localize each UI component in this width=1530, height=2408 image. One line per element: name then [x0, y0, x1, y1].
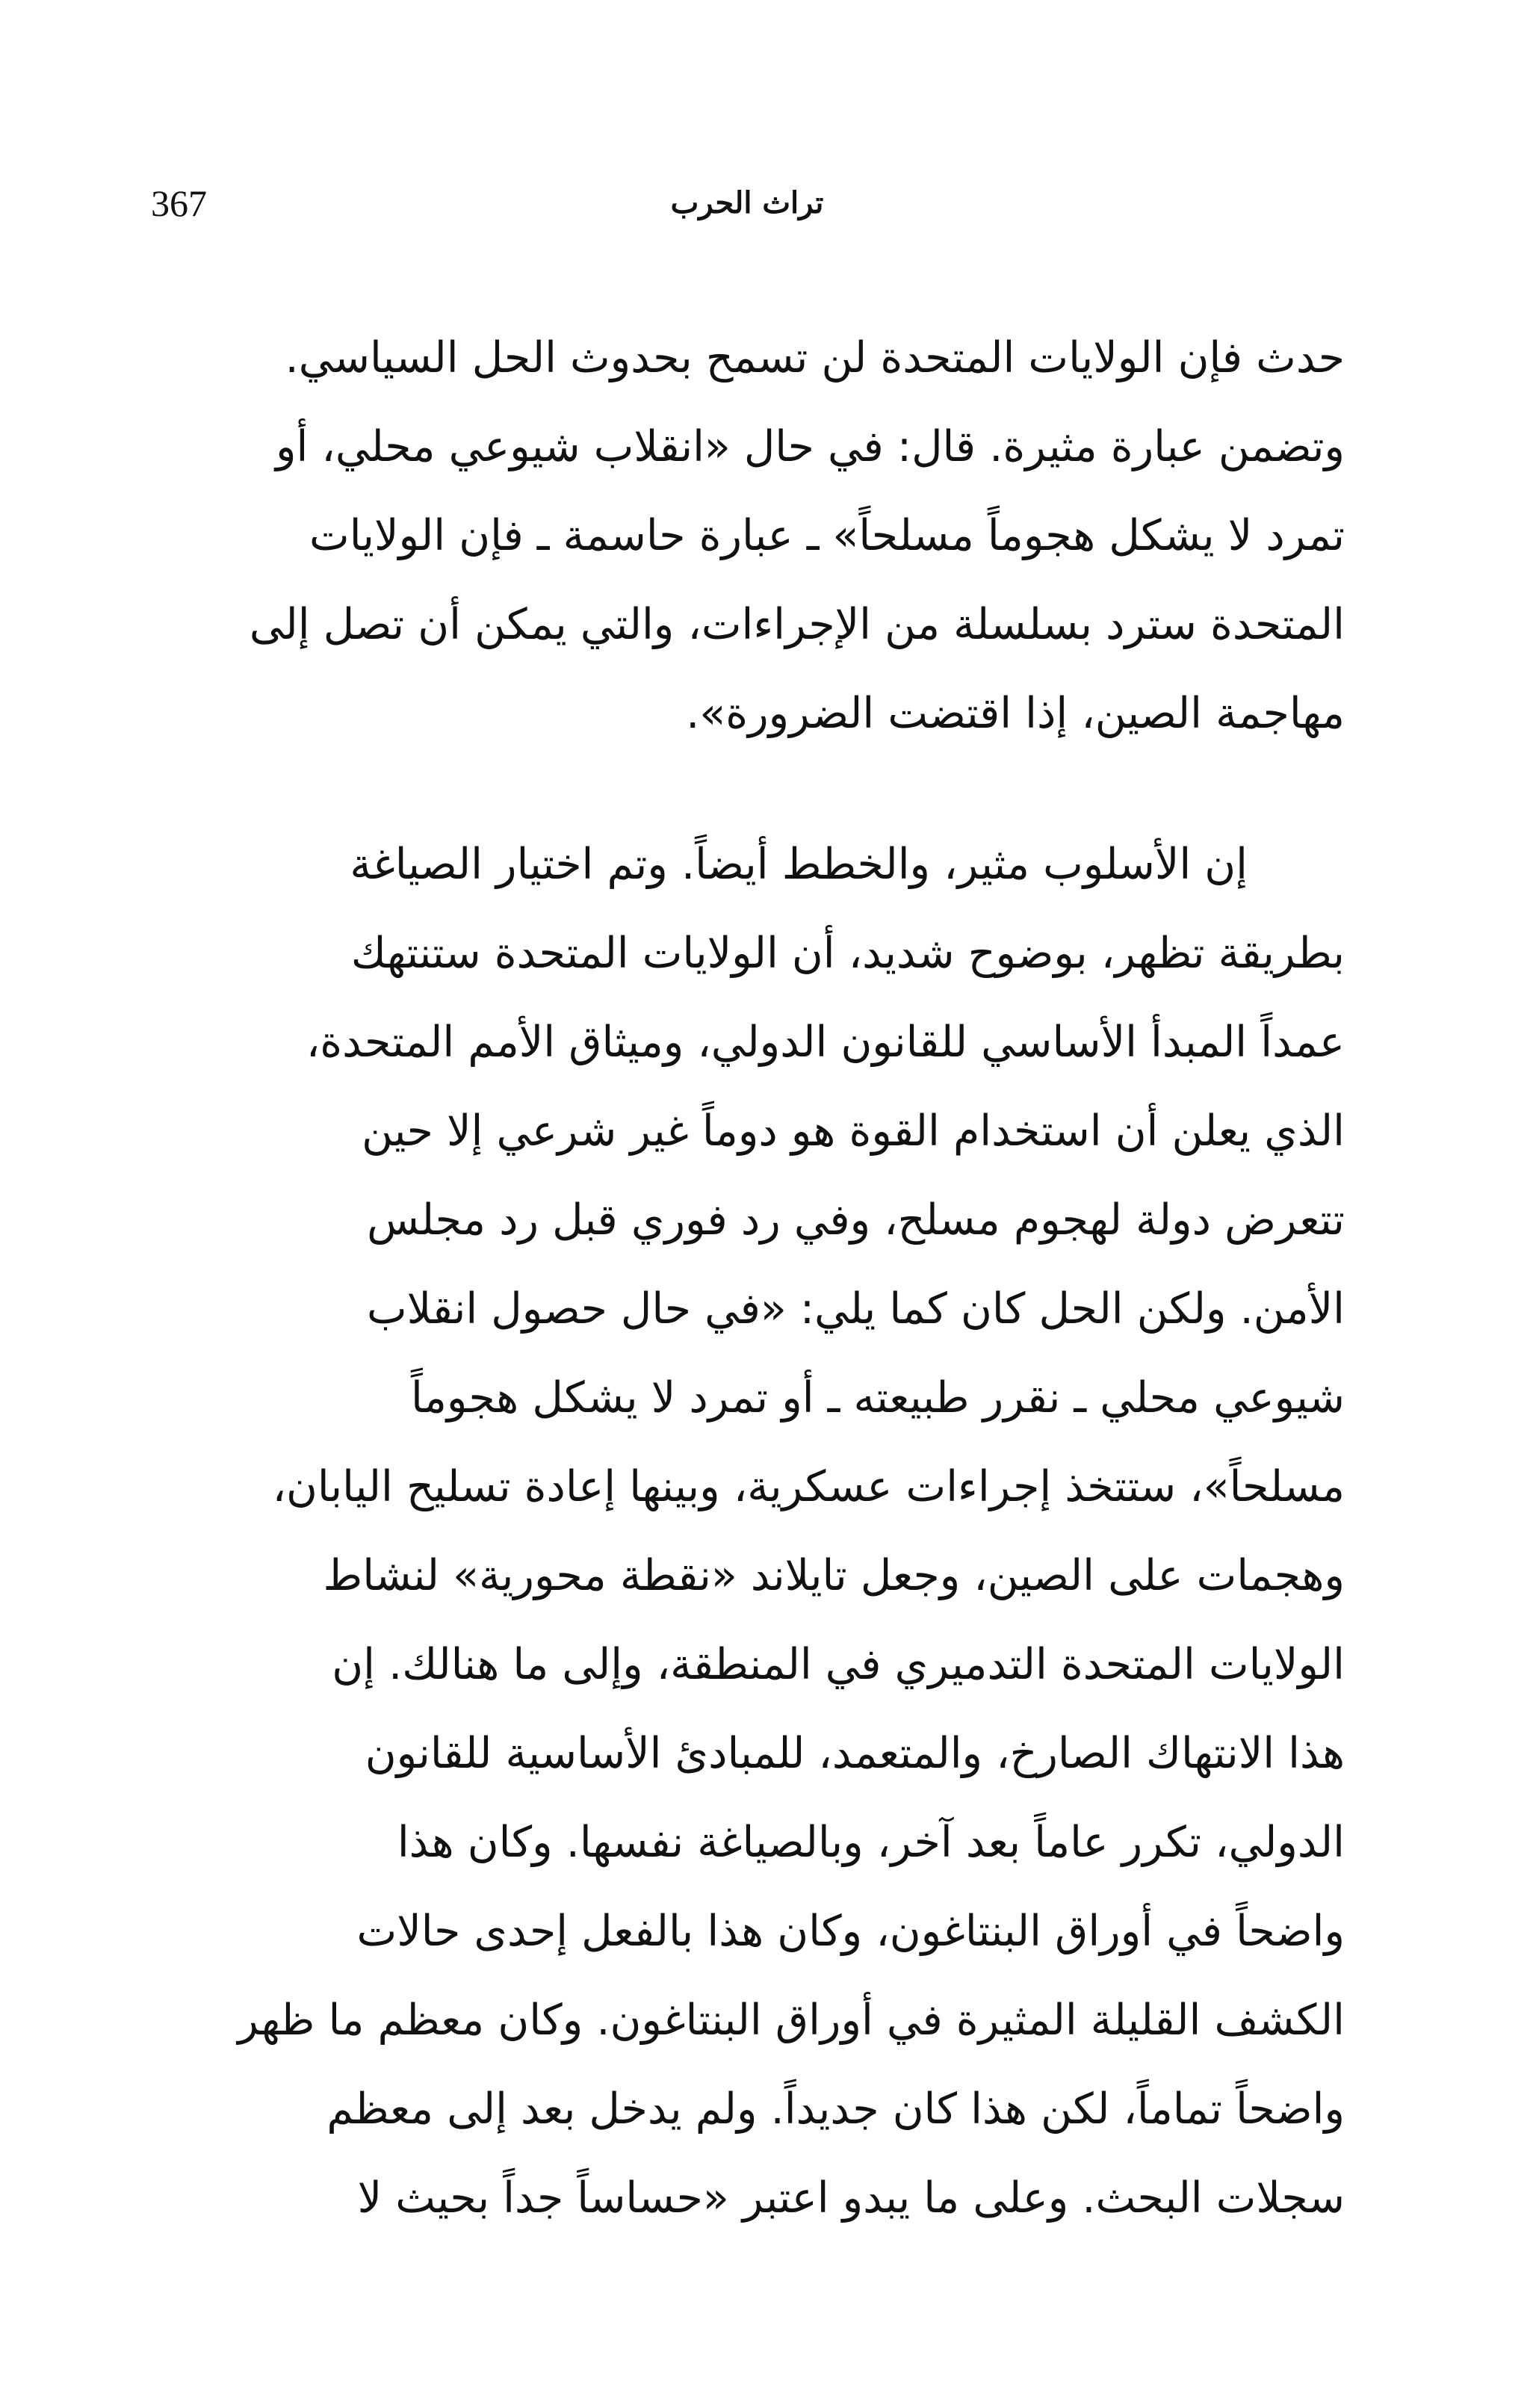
paragraph-1 [149, 314, 1345, 758]
text-line: تمرد لا يشكل هجوماً مسلحاً» ـ عبارة حاسمة ـ فإن الولايات [309, 511, 1345, 560]
text-line: الكشف القليلة المثيرة في أوراق البنتاغون. وكان معظم ما ظهر [238, 1996, 1345, 2045]
page-header [149, 173, 1345, 233]
text-line: وهجمات على الصين، وجعل تايلاند «نقطة محورية» لنشاط [323, 1551, 1345, 1600]
running-title: تراث الحرب [670, 185, 824, 220]
text-line: عمداً المبدأ الأساسي للقانون الدولي، وميثاق الأمم المتحدة، [306, 1018, 1345, 1067]
page-number: 367 [151, 182, 207, 224]
text-line: حدث فإن الولايات المتحدة لن تسمح بحدوث الحل السياسي. [285, 333, 1345, 383]
text-line: وتضمن عبارة مثيرة. قال: في حال «انقلاب شيوعي محلي، أو [275, 422, 1345, 471]
text-line: الذي يعلن أن استخدام القوة هو دوماً غير شرعي إلا حين [362, 1106, 1345, 1156]
text-line: بطريقة تظهر، بوضوح شديد، أن الولايات المتحدة ستنتهك [350, 929, 1345, 978]
text-line: المتحدة سترد بسلسلة من الإجراءات، والتي يمكن أن تصل إلى [249, 600, 1345, 649]
text-line: شيوعي محلي ـ نقرر طبيعته ـ أو تمرد لا يشكل هجوماً [411, 1373, 1345, 1423]
text-line: واضحاً في أوراق البنتاغون، وكان هذا بالفعل إحدى حالات [356, 1907, 1345, 1956]
text-line: واضحاً تماماً، لكن هذا كان جديداً. ولم يدخل بعد إلى معظم [326, 2084, 1345, 2134]
text-line: الأمن. ولكن الحل كان كما يلي: «في حال حصول انقلاب [366, 1284, 1345, 1334]
text-line: هذا الانتهاك الصارخ، والمتعمد، للمبادئ الأساسية للقانون [365, 1729, 1345, 1778]
text-line: الدولي، تكرر عاماً بعد آخر، وبالصياغة نفسها. وكان هذا [397, 1818, 1345, 1867]
text-line: الولايات المتحدة التدميري في المنطقة، وإلى ما هنالك. إن [332, 1640, 1345, 1689]
text-line: مسلحاً»، ستتخذ إجراءات عسكرية، وبينها إعادة تسليح اليابان، [272, 1462, 1345, 1511]
text-line: مهاجمة الصين، إذا اقتضت الضرورة». [686, 689, 1345, 738]
paragraph-2 [149, 820, 1345, 2243]
text-line: إن الأسلوب مثير، والخطط أيضاً. وتم اختيار الصياغة [350, 840, 1248, 889]
text-line: تتعرض دولة لهجوم مسلح، وفي رد فوري قبل رد مجلس [367, 1195, 1345, 1245]
text-line: سجلات البحث. وعلى ما يبدو اعتبر «حساساً جداً بحيث لا [357, 2173, 1345, 2223]
